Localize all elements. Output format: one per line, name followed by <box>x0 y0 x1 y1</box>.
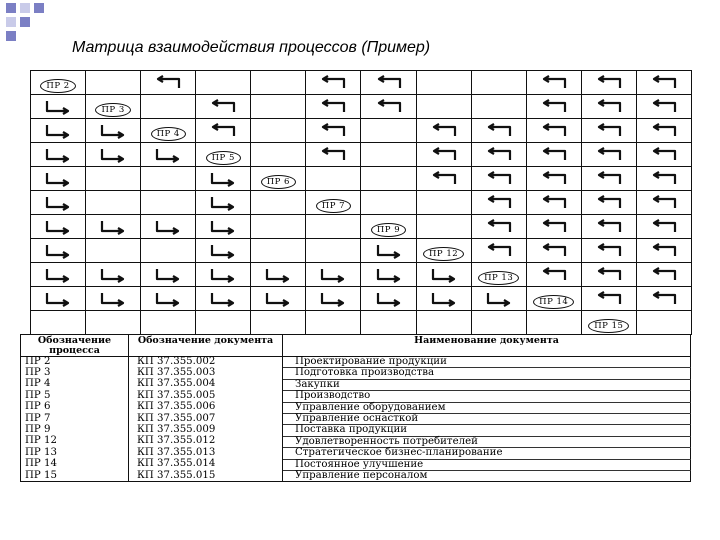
legend-cell-document-name: Стратегическое бизнес-планирование <box>283 448 691 459</box>
right-return-arrow-icon <box>208 195 238 211</box>
matrix-cell <box>471 191 526 215</box>
matrix-cell <box>86 215 141 239</box>
legend-cell-document-code: КП 37.355.005 <box>129 391 283 402</box>
legend-cell-document-name: Управление оснасткой <box>283 414 691 425</box>
right-return-arrow-icon <box>43 243 73 259</box>
matrix-cell <box>416 287 471 311</box>
matrix-row <box>31 143 692 167</box>
matrix-cell <box>251 143 306 167</box>
matrix-cell <box>196 191 251 215</box>
legend-cell-document-code: КП 37.355.006 <box>129 402 283 413</box>
matrix-cell <box>141 95 196 119</box>
process-legend-table <box>20 334 691 482</box>
matrix-cell <box>306 143 361 167</box>
matrix-cell <box>416 71 471 95</box>
right-return-arrow-icon <box>208 219 238 235</box>
matrix-cell <box>636 215 691 239</box>
matrix-cell <box>31 71 86 95</box>
left-return-arrow-icon <box>318 123 348 139</box>
right-return-arrow-icon <box>153 147 183 163</box>
legend-cell-document-code: КП 37.355.009 <box>129 425 283 436</box>
matrix-cell <box>31 167 86 191</box>
matrix-cell <box>361 263 416 287</box>
legend-header-document-code: Обозначение документа <box>129 335 283 357</box>
matrix-cell <box>31 263 86 287</box>
left-return-arrow-icon <box>484 243 514 259</box>
legend-row <box>21 448 691 459</box>
matrix-cell <box>361 95 416 119</box>
matrix-cell <box>86 239 141 263</box>
matrix-cell <box>471 95 526 119</box>
matrix-cell <box>196 143 251 167</box>
left-return-arrow-icon <box>484 195 514 211</box>
matrix-cell <box>141 143 196 167</box>
left-return-arrow-icon <box>374 75 404 91</box>
right-return-arrow-icon <box>208 243 238 259</box>
left-return-arrow-icon <box>594 219 624 235</box>
matrix-row <box>31 95 692 119</box>
matrix-cell <box>86 95 141 119</box>
matrix-cell <box>306 167 361 191</box>
right-return-arrow-icon <box>374 267 404 283</box>
right-return-arrow-icon <box>98 147 128 163</box>
matrix-cell <box>31 311 86 335</box>
matrix-cell <box>141 215 196 239</box>
matrix-cell <box>581 119 636 143</box>
left-return-arrow-icon <box>429 147 459 163</box>
matrix-cell <box>471 311 526 335</box>
process-node-label: ПР 6 <box>261 175 296 189</box>
matrix-cell <box>416 191 471 215</box>
left-return-arrow-icon <box>594 267 624 283</box>
legend-cell-document-name: Закупки <box>283 379 691 390</box>
matrix-cell <box>196 311 251 335</box>
matrix-row <box>31 287 692 311</box>
matrix-cell <box>251 263 306 287</box>
matrix-cell <box>251 239 306 263</box>
right-return-arrow-icon <box>429 291 459 307</box>
matrix-cell <box>141 287 196 311</box>
left-return-arrow-icon <box>539 171 569 187</box>
left-return-arrow-icon <box>649 75 679 91</box>
matrix-row <box>31 71 692 95</box>
matrix-cell <box>306 95 361 119</box>
right-return-arrow-icon <box>153 291 183 307</box>
matrix-cell <box>31 191 86 215</box>
matrix-cell <box>251 71 306 95</box>
matrix-cell <box>581 71 636 95</box>
matrix-cell <box>306 119 361 143</box>
legend-cell-process: ПР 2 <box>21 357 129 368</box>
right-return-arrow-icon <box>98 123 128 139</box>
process-node-label: ПР 5 <box>206 151 241 165</box>
matrix-cell <box>526 119 581 143</box>
left-return-arrow-icon <box>594 195 624 211</box>
legend-header-row <box>21 335 691 357</box>
right-return-arrow-icon <box>43 171 73 187</box>
left-return-arrow-icon <box>594 171 624 187</box>
legend-cell-document-code: КП 37.355.015 <box>129 471 283 482</box>
left-return-arrow-icon <box>374 99 404 115</box>
matrix-cell <box>581 95 636 119</box>
matrix-cell <box>141 311 196 335</box>
matrix-cell <box>471 143 526 167</box>
process-node-label: ПР 2 <box>40 79 75 93</box>
left-return-arrow-icon <box>539 219 569 235</box>
matrix-cell <box>636 143 691 167</box>
matrix-cell <box>581 263 636 287</box>
matrix-cell <box>196 287 251 311</box>
right-return-arrow-icon <box>153 267 183 283</box>
right-return-arrow-icon <box>43 99 73 115</box>
left-return-arrow-icon <box>539 123 569 139</box>
matrix-cell <box>581 191 636 215</box>
matrix-cell <box>471 215 526 239</box>
left-return-arrow-icon <box>484 123 514 139</box>
left-return-arrow-icon <box>539 243 569 259</box>
process-interaction-matrix <box>30 70 692 335</box>
matrix-cell <box>581 287 636 311</box>
left-return-arrow-icon <box>594 243 624 259</box>
left-return-arrow-icon <box>649 171 679 187</box>
legend-row <box>21 471 691 482</box>
matrix-cell <box>526 215 581 239</box>
right-return-arrow-icon <box>374 291 404 307</box>
right-return-arrow-icon <box>43 291 73 307</box>
matrix-cell <box>306 71 361 95</box>
matrix-cell <box>416 263 471 287</box>
matrix-cell <box>251 311 306 335</box>
matrix-cell <box>251 191 306 215</box>
matrix-cell <box>361 167 416 191</box>
legend-cell-process: ПР 14 <box>21 459 129 470</box>
legend-cell-document-name: Проектирование продукции <box>283 357 691 368</box>
matrix-cell <box>31 143 86 167</box>
matrix-cell <box>361 143 416 167</box>
left-return-arrow-icon <box>429 171 459 187</box>
left-return-arrow-icon <box>429 123 459 139</box>
left-return-arrow-icon <box>539 147 569 163</box>
legend-row <box>21 425 691 436</box>
legend-cell-document-code: КП 37.355.013 <box>129 448 283 459</box>
legend-cell-document-name: Производство <box>283 391 691 402</box>
matrix-cell <box>581 239 636 263</box>
left-return-arrow-icon <box>649 99 679 115</box>
right-return-arrow-icon <box>43 147 73 163</box>
left-return-arrow-icon <box>649 267 679 283</box>
matrix-cell <box>471 71 526 95</box>
matrix-row <box>31 167 692 191</box>
right-return-arrow-icon <box>484 291 514 307</box>
matrix-cell <box>636 239 691 263</box>
matrix-cell <box>416 239 471 263</box>
matrix-cell <box>581 215 636 239</box>
right-return-arrow-icon <box>374 243 404 259</box>
left-return-arrow-icon <box>649 243 679 259</box>
matrix-cell <box>306 191 361 215</box>
matrix-cell <box>196 95 251 119</box>
matrix-cell <box>361 191 416 215</box>
left-return-arrow-icon <box>594 123 624 139</box>
left-return-arrow-icon <box>539 99 569 115</box>
legend-row <box>21 368 691 379</box>
matrix-cell <box>361 287 416 311</box>
process-node-label: ПР 9 <box>371 223 406 237</box>
left-return-arrow-icon <box>649 123 679 139</box>
matrix-cell <box>636 287 691 311</box>
matrix-cell <box>636 119 691 143</box>
matrix-cell <box>526 311 581 335</box>
right-return-arrow-icon <box>153 219 183 235</box>
matrix-cell <box>86 311 141 335</box>
matrix-cell <box>86 167 141 191</box>
left-return-arrow-icon <box>594 99 624 115</box>
matrix-cell <box>581 167 636 191</box>
process-node-label: ПР 14 <box>533 295 574 309</box>
matrix-cell <box>526 191 581 215</box>
matrix-cell <box>86 143 141 167</box>
legend-cell-document-name: Подготовка производства <box>283 368 691 379</box>
right-return-arrow-icon <box>43 195 73 211</box>
matrix-cell <box>471 239 526 263</box>
process-node-label: ПР 12 <box>423 247 464 261</box>
matrix-cell <box>141 191 196 215</box>
legend-cell-process: ПР 6 <box>21 402 129 413</box>
legend-cell-document-name: Удовлетворенность потребителей <box>283 436 691 447</box>
left-return-arrow-icon <box>649 219 679 235</box>
matrix-cell <box>196 215 251 239</box>
left-return-arrow-icon <box>649 291 679 307</box>
matrix-cell <box>636 263 691 287</box>
right-return-arrow-icon <box>263 291 293 307</box>
matrix-cell <box>251 119 306 143</box>
matrix-cell <box>196 263 251 287</box>
matrix-cell <box>416 143 471 167</box>
right-return-arrow-icon <box>43 219 73 235</box>
legend-row <box>21 391 691 402</box>
matrix-cell <box>86 263 141 287</box>
page-title: Матрица взаимодействия процессов (Пример) <box>72 39 431 56</box>
matrix-cell <box>196 167 251 191</box>
legend-cell-process: ПР 3 <box>21 368 129 379</box>
legend-cell-document-name: Управление оборудованием <box>283 402 691 413</box>
legend-cell-process: ПР 13 <box>21 448 129 459</box>
matrix-cell <box>196 119 251 143</box>
matrix-cell <box>86 191 141 215</box>
left-return-arrow-icon <box>318 75 348 91</box>
legend-row <box>21 459 691 470</box>
matrix-cell <box>361 239 416 263</box>
legend-row <box>21 379 691 390</box>
right-return-arrow-icon <box>263 267 293 283</box>
matrix-row <box>31 239 692 263</box>
matrix-cell <box>526 239 581 263</box>
legend-cell-document-code: КП 37.355.012 <box>129 436 283 447</box>
right-return-arrow-icon <box>98 291 128 307</box>
process-node-label: ПР 15 <box>588 319 629 333</box>
legend-cell-process: ПР 7 <box>21 414 129 425</box>
legend-cell-document-code: КП 37.355.002 <box>129 357 283 368</box>
matrix-row <box>31 311 692 335</box>
matrix-cell <box>581 143 636 167</box>
left-return-arrow-icon <box>484 219 514 235</box>
matrix-cell <box>361 311 416 335</box>
legend-cell-document-name: Поставка продукции <box>283 425 691 436</box>
right-return-arrow-icon <box>318 267 348 283</box>
left-return-arrow-icon <box>318 147 348 163</box>
right-return-arrow-icon <box>98 267 128 283</box>
matrix-cell <box>526 167 581 191</box>
process-node-label: ПР 3 <box>95 103 130 117</box>
matrix-cell <box>416 167 471 191</box>
matrix-cell <box>471 167 526 191</box>
matrix-cell <box>306 215 361 239</box>
legend-cell-process: ПР 4 <box>21 379 129 390</box>
matrix-cell <box>86 287 141 311</box>
left-return-arrow-icon <box>594 147 624 163</box>
matrix-cell <box>31 215 86 239</box>
legend-cell-process: ПР 12 <box>21 436 129 447</box>
matrix-cell <box>251 287 306 311</box>
matrix-cell <box>31 239 86 263</box>
right-return-arrow-icon <box>43 123 73 139</box>
matrix-cell <box>86 119 141 143</box>
legend-cell-document-code: КП 37.355.004 <box>129 379 283 390</box>
right-return-arrow-icon <box>208 291 238 307</box>
matrix-cell <box>416 119 471 143</box>
right-return-arrow-icon <box>43 267 73 283</box>
process-node-label: ПР 4 <box>151 127 186 141</box>
right-return-arrow-icon <box>208 267 238 283</box>
left-return-arrow-icon <box>539 195 569 211</box>
matrix-cell <box>416 215 471 239</box>
legend-cell-process: ПР 15 <box>21 471 129 482</box>
legend-row <box>21 414 691 425</box>
matrix-cell <box>636 191 691 215</box>
matrix-cell <box>636 311 691 335</box>
left-return-arrow-icon <box>539 267 569 283</box>
legend-row <box>21 402 691 413</box>
matrix-cell <box>361 215 416 239</box>
matrix-cell <box>636 71 691 95</box>
matrix-cell <box>306 287 361 311</box>
matrix-cell <box>31 119 86 143</box>
right-return-arrow-icon <box>208 171 238 187</box>
left-return-arrow-icon <box>484 147 514 163</box>
legend-cell-process: ПР 9 <box>21 425 129 436</box>
right-return-arrow-icon <box>318 291 348 307</box>
matrix-cell <box>141 167 196 191</box>
matrix-cell <box>526 71 581 95</box>
left-return-arrow-icon <box>153 75 183 91</box>
left-return-arrow-icon <box>594 291 624 307</box>
left-return-arrow-icon <box>539 75 569 91</box>
process-node-label: ПР 13 <box>478 271 519 285</box>
left-return-arrow-icon <box>649 195 679 211</box>
legend-cell-document-name: Управление персоналом <box>283 471 691 482</box>
matrix-cell <box>141 239 196 263</box>
left-return-arrow-icon <box>208 123 238 139</box>
matrix-cell <box>141 71 196 95</box>
matrix-cell <box>196 71 251 95</box>
right-return-arrow-icon <box>98 219 128 235</box>
matrix-cell <box>251 215 306 239</box>
process-node-label: ПР 7 <box>316 199 351 213</box>
matrix-cell <box>526 95 581 119</box>
matrix-cell <box>471 287 526 311</box>
matrix-cell <box>526 287 581 311</box>
slide-corner-decoration <box>0 0 60 40</box>
matrix-cell <box>471 263 526 287</box>
matrix-cell <box>141 263 196 287</box>
legend-cell-document-name: Постоянное улучшение <box>283 459 691 470</box>
matrix-cell <box>636 95 691 119</box>
matrix-cell <box>251 95 306 119</box>
right-return-arrow-icon <box>429 267 459 283</box>
legend-header-document-name: Наименование документа <box>283 335 691 357</box>
matrix-row <box>31 119 692 143</box>
left-return-arrow-icon <box>318 99 348 115</box>
matrix-row <box>31 191 692 215</box>
matrix-cell <box>251 167 306 191</box>
legend-header-process: Обозначение процесса <box>21 335 129 357</box>
left-return-arrow-icon <box>208 99 238 115</box>
legend-row <box>21 357 691 368</box>
matrix-cell <box>31 95 86 119</box>
matrix-cell <box>471 119 526 143</box>
matrix-row <box>31 215 692 239</box>
legend-cell-document-code: КП 37.355.014 <box>129 459 283 470</box>
left-return-arrow-icon <box>594 75 624 91</box>
matrix-cell <box>636 167 691 191</box>
legend-cell-document-code: КП 37.355.007 <box>129 414 283 425</box>
matrix-cell <box>416 311 471 335</box>
matrix-cell <box>416 95 471 119</box>
matrix-cell <box>581 311 636 335</box>
matrix-cell <box>361 71 416 95</box>
matrix-cell <box>526 143 581 167</box>
legend-cell-process: ПР 5 <box>21 391 129 402</box>
matrix-cell <box>306 311 361 335</box>
left-return-arrow-icon <box>649 147 679 163</box>
matrix-cell <box>526 263 581 287</box>
left-return-arrow-icon <box>484 171 514 187</box>
matrix-cell <box>141 119 196 143</box>
matrix-cell <box>196 239 251 263</box>
matrix-cell <box>86 71 141 95</box>
matrix-row <box>31 263 692 287</box>
matrix-cell <box>31 287 86 311</box>
matrix-cell <box>361 119 416 143</box>
legend-cell-document-code: КП 37.355.003 <box>129 368 283 379</box>
matrix-cell <box>306 239 361 263</box>
matrix-cell <box>306 263 361 287</box>
